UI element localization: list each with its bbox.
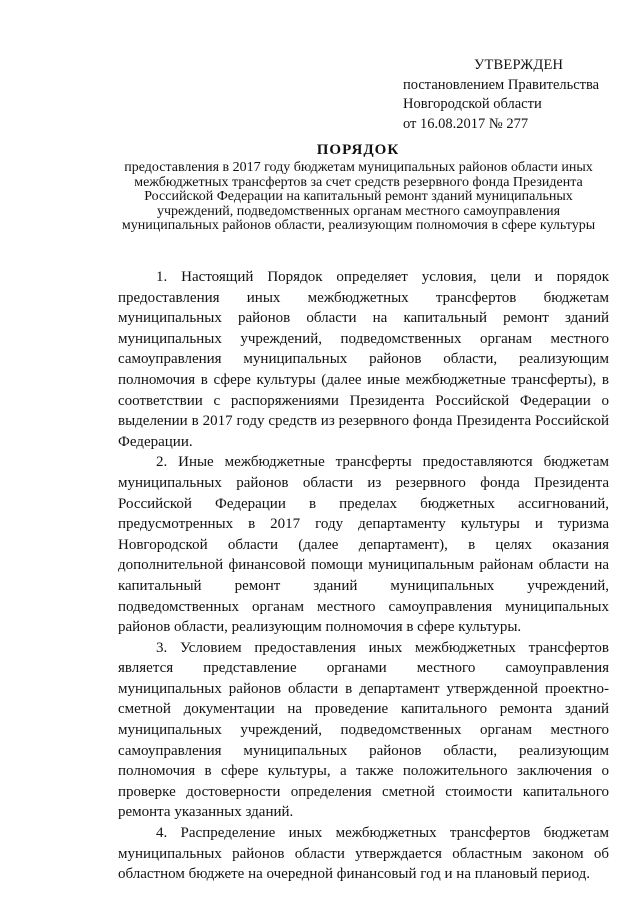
paragraph-1: 1. Настоящий Порядок определяет условия, цели и порядок предоставления иных межбюджетных трансфертов бюджетам муниципальных районов области на капитальный ремонт зданий муниципальных учреждений, подведомственных органам местного самоуправления муниципальных районов области, реализующим полномочия в сфере культуры (далее иные межбюджетные трансферты), в соответствии с распоряжениями Президента Российской Федерации о выделении в 2017 году средств из резервного фонда Президента Российской Федерации.: [118, 269, 609, 450]
approval-stamp: [403, 56, 635, 134]
document-body: [118, 267, 609, 885]
paragraph-3: 3. Условием предоставления иных межбюджетных трансфертов является представление органами местного самоуправления муниципальных районов области в департамент утвержденной проектно-сметной документации на проведение капитального ремонта зданий муниципальных учреждений, подведомственных органам местного самоуправления муниципальных районов области, реализующим полномочия в сфере культуры, а также положительного заключения о проверке достоверности определения сметной стоимости капитального ремонта указанных зданий.: [118, 639, 609, 821]
approval-resolution-line: постановлением Правительства: [403, 76, 600, 93]
approval-date-number: от 16.08.2017 № 277: [403, 115, 529, 132]
document-subtitle: предоставления в 2017 году бюджетам муниципальных районов области иных межбюджетных трансфертов за счет средств резервного фонда Президента Российской Федерации на капитальный ремонт зданий муниципальных учреждений, подведомственных органам местного самоуправления муниципальных районов области, реализующим полномочия в сфере культуры: [121, 160, 596, 234]
approval-region-line: Новгородской области: [403, 96, 542, 112]
paragraph-4: 4. Распределение иных межбюджетных трансфертов бюджетам муниципальных районов области утверждается областным законом об областном бюджете на очередной финансовый год и на плановый период.: [118, 825, 609, 883]
document-title: ПОРЯДОК: [316, 142, 400, 158]
approved-label: УТВЕРЖДЕН: [474, 57, 564, 73]
paragraph-2: 2. Иные межбюджетные трансферты предоставляются бюджетам муниципальных районов области из резервного фонда Президента Российской Федерации в пределах бюджетных ассигнований, предусмотренных в 2017 году департаменту культуры и туризма Новгородской области (далее департамент), в целях оказания дополнительной финансовой помощи муниципальным районам области на капитальный ремонт зданий муниципальных учреждений, подведомственных органам местного самоуправления муниципальных районов области, реализующим полномочия в сфере культуры.: [118, 454, 609, 636]
